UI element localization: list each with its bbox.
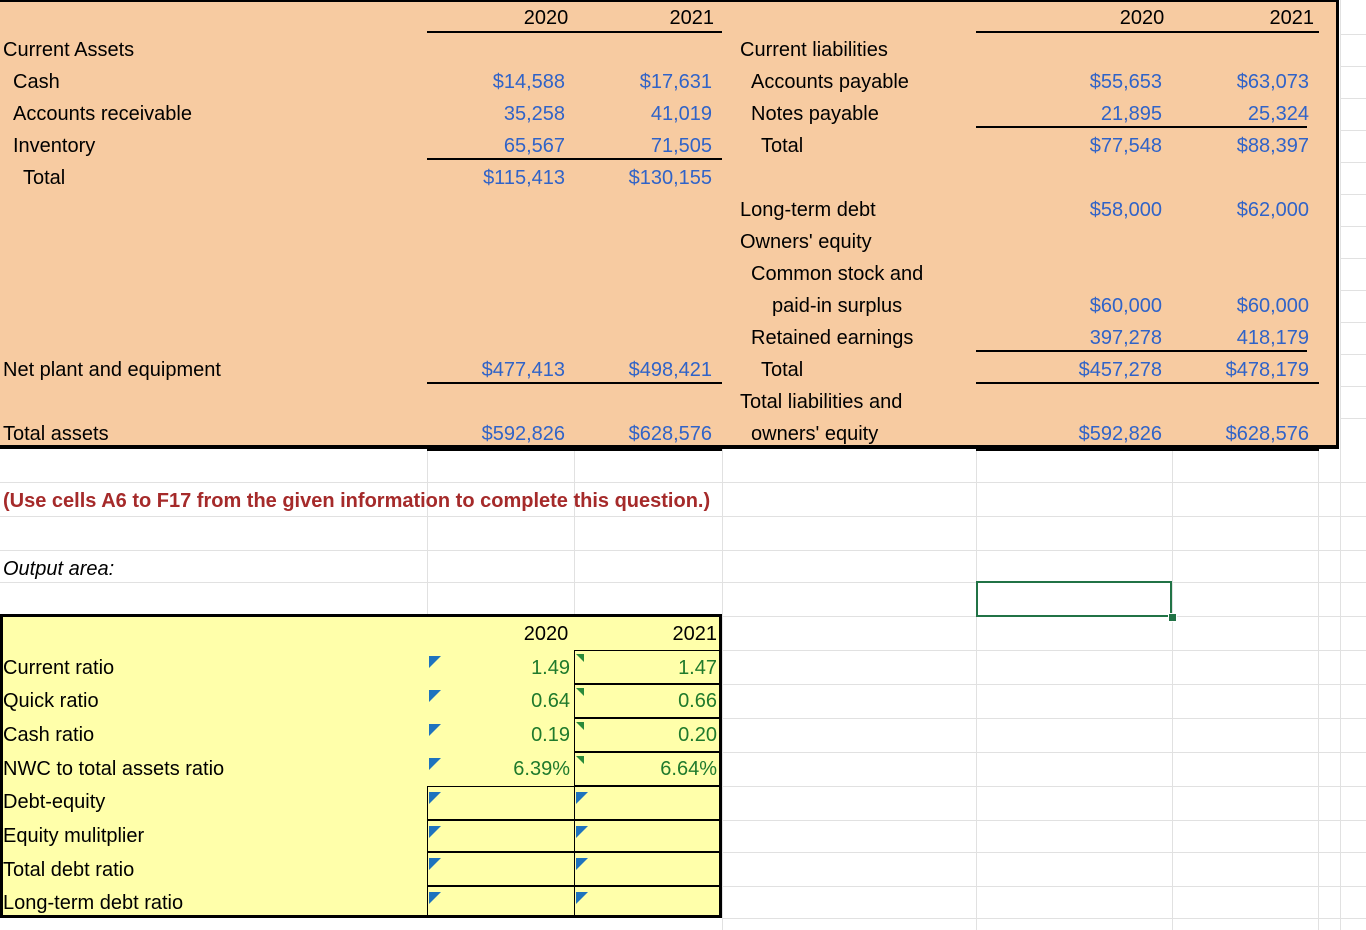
quick-ratio-2020-value[interactable]: 0.64 [531,690,570,712]
balance-sheet-right-border [1336,0,1339,449]
ratio-cell-2020-border [427,820,575,852]
debt-equity-label[interactable]: Debt-equity [3,791,106,813]
comment-indicator-icon[interactable] [429,724,441,736]
net-plant-2021-value[interactable]: $498,421 [628,359,712,381]
formula-indicator-icon[interactable] [576,688,584,696]
formula-indicator-icon[interactable] [576,756,584,764]
instruction-note[interactable]: (Use cells A6 to F17 from the given information to complete this question.) [3,490,711,512]
ratio-cell-2021-border [574,886,722,918]
assets-year-2020-header[interactable]: 2020 [523,7,569,29]
notes-payable-2020-value[interactable]: 21,895 [1100,103,1162,125]
current-assets-total-2020-value[interactable]: $115,413 [483,167,565,189]
common-stock-2020-value[interactable]: $60,000 [1089,295,1162,317]
net-plant-2020-value[interactable]: $477,413 [481,359,565,381]
inventory-2020-value[interactable]: 65,567 [503,135,565,157]
common-stock-label-line1[interactable]: Common stock and [751,263,924,285]
quick-ratio-2021-value[interactable]: 0.66 [678,690,717,712]
current-liabilities-total-underline [976,126,1307,128]
ratio-cell-2020-border [427,852,575,886]
comment-indicator-icon[interactable] [429,826,441,838]
total-liabilities-equity-label-line2[interactable]: owners' equity [751,423,879,445]
total-assets-2021-value[interactable]: $628,576 [628,423,712,445]
cash-ratio-2021-value[interactable]: 0.20 [678,724,717,746]
comment-indicator-icon[interactable] [429,792,441,804]
output-area-label[interactable]: Output area: [3,558,115,580]
total-debt-ratio-label[interactable]: Total debt ratio [3,859,135,881]
current-ratio-2021-value[interactable]: 1.47 [678,657,717,679]
comment-indicator-icon[interactable] [576,792,588,804]
accounts-receivable-2020-value[interactable]: 35,258 [503,103,565,125]
equity-total-2021-value[interactable]: $478,179 [1225,359,1309,381]
ratio-cell-2020-border [427,786,575,820]
ratio-cell-2020-border [427,886,575,918]
accounts-payable-label[interactable]: Accounts payable [751,71,909,93]
current-ratio-label[interactable]: Current ratio [3,657,115,679]
long-term-debt-label[interactable]: Long-term debt [740,199,876,221]
comment-indicator-icon[interactable] [576,826,588,838]
balance-sheet-top-border [0,0,1339,2]
current-assets-total-label[interactable]: Total [23,167,66,189]
fill-handle[interactable] [1168,613,1177,622]
equity-total-label[interactable]: Total [761,359,804,381]
nwc-ratio-2020-value[interactable]: 6.39% [513,758,570,780]
retained-earnings-2021-value[interactable]: 418,179 [1236,327,1309,349]
current-assets-total-underline [427,158,722,160]
liabilities-header-underline [976,31,1319,33]
current-ratio-2020-value[interactable]: 1.49 [531,657,570,679]
net-plant-label[interactable]: Net plant and equipment [3,359,221,381]
comment-indicator-icon[interactable] [429,892,441,904]
quick-ratio-label[interactable]: Quick ratio [3,690,99,712]
liabilities-year-2021-header[interactable]: 2021 [1269,7,1314,29]
assets-header-underline [427,31,722,33]
equity-total-2020-value[interactable]: $457,278 [1078,359,1162,381]
formula-indicator-icon[interactable] [576,654,584,662]
total-assets-double-underline [427,449,722,451]
total-liabilities-equity-2020-value[interactable]: $592,826 [1078,423,1162,445]
liabilities-year-2020-header[interactable]: 2020 [1119,7,1165,29]
retained-earnings-label[interactable]: Retained earnings [751,327,914,349]
current-liabilities-total-2020-value[interactable]: $77,548 [1089,135,1162,157]
comment-indicator-icon[interactable] [429,656,441,668]
comment-indicator-icon[interactable] [429,858,441,870]
total-assets-2020-value[interactable]: $592,826 [481,423,565,445]
cash-label[interactable]: Cash [13,71,60,93]
net-plant-underline [427,382,722,384]
ratios-year-2020-header[interactable]: 2020 [523,623,569,645]
current-liabilities-total-label[interactable]: Total [761,135,804,157]
accounts-receivable-label[interactable]: Accounts receivable [13,103,192,125]
ratio-cell-2021-border [574,786,722,820]
cash-ratio-2020-value[interactable]: 0.19 [531,724,570,746]
current-assets-label[interactable]: Current Assets [3,39,135,61]
retained-earnings-2020-value[interactable]: 397,278 [1089,327,1162,349]
current-assets-total-2021-value[interactable]: $130,155 [628,167,712,189]
long-term-debt-ratio-label[interactable]: Long-term debt ratio [3,892,184,914]
owners-equity-label[interactable]: Owners' equity [740,231,872,253]
total-liabilities-equity-2021-value[interactable]: $628,576 [1225,423,1309,445]
accounts-receivable-2021-value[interactable]: 41,019 [650,103,712,125]
comment-indicator-icon[interactable] [576,892,588,904]
common-stock-label-line2[interactable]: paid-in surplus [772,295,903,317]
accounts-payable-2021-value[interactable]: $63,073 [1236,71,1309,93]
total-liabilities-equity-label-line1[interactable]: Total liabilities and [740,391,903,413]
comment-indicator-icon[interactable] [429,758,441,770]
inventory-label[interactable]: Inventory [13,135,96,157]
comment-indicator-icon[interactable] [429,690,441,702]
total-liabilities-equity-double-underline [976,449,1319,451]
notes-payable-label[interactable]: Notes payable [751,103,879,125]
equity-total-row-underline [976,382,1319,384]
selected-cell[interactable] [976,581,1172,617]
equity-multiplier-label[interactable]: Equity mulitplier [3,825,145,847]
formula-indicator-icon[interactable] [576,722,584,730]
total-assets-label[interactable]: Total assets [3,423,109,445]
cash-2020-value[interactable]: $14,588 [492,71,565,93]
inventory-2021-value[interactable]: 71,505 [650,135,712,157]
ratios-year-2021-header[interactable]: 2021 [672,623,717,645]
common-stock-2021-value[interactable]: $60,000 [1236,295,1309,317]
nwc-ratio-label[interactable]: NWC to total assets ratio [3,758,225,780]
comment-indicator-icon[interactable] [576,858,588,870]
current-liabilities-total-2021-value[interactable]: $88,397 [1236,135,1309,157]
ratio-cell-2021-border [574,852,722,886]
notes-payable-2021-value[interactable]: 25,324 [1247,103,1309,125]
long-term-debt-2020-value[interactable]: $58,000 [1089,199,1162,221]
ratio-cell-2021-border [574,820,722,852]
nwc-ratio-2021-value[interactable]: 6.64% [660,758,717,780]
cash-ratio-label[interactable]: Cash ratio [3,724,95,746]
accounts-payable-2020-value[interactable]: $55,653 [1089,71,1162,93]
current-liabilities-label[interactable]: Current liabilities [740,39,888,61]
assets-year-2021-header[interactable]: 2021 [669,7,714,29]
long-term-debt-2021-value[interactable]: $62,000 [1236,199,1309,221]
equity-total-underline [976,350,1307,352]
cash-2021-value[interactable]: $17,631 [639,71,712,93]
